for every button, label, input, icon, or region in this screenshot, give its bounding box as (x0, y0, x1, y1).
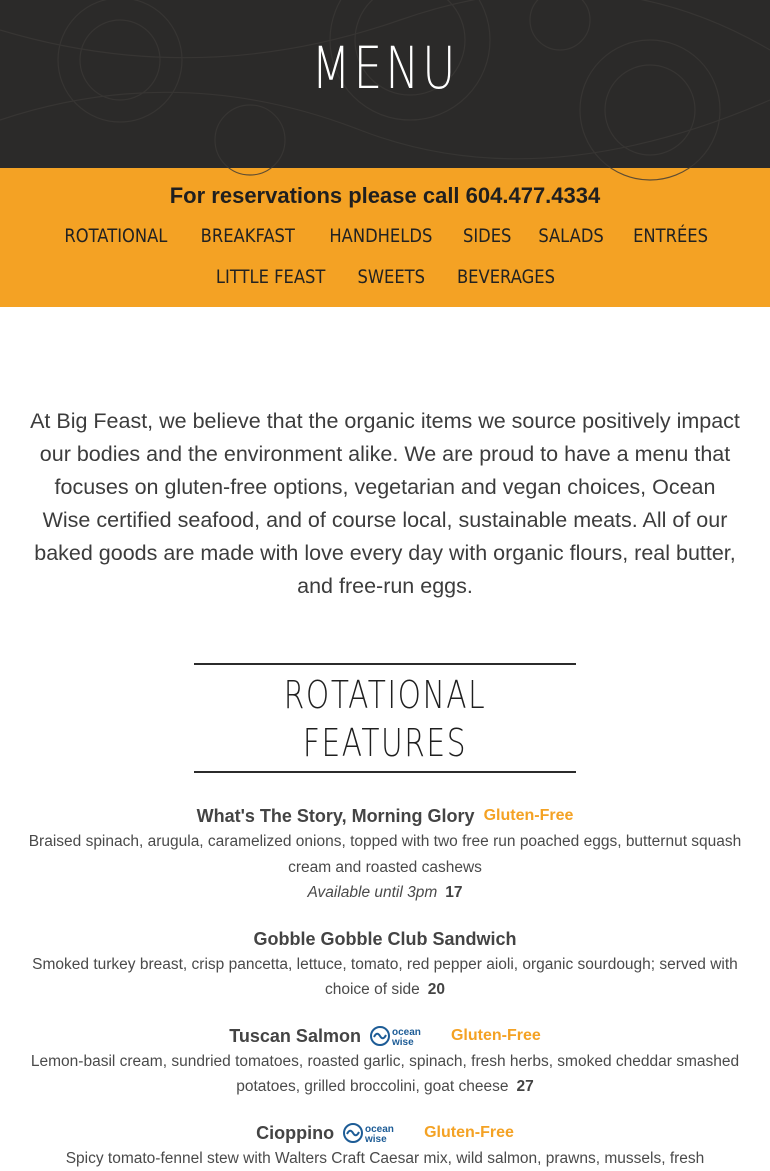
hero-banner (0, 0, 770, 168)
menu-item-name: Gobble Gobble Club Sandwich (253, 926, 516, 952)
section-heading-text: ROTATIONAL FEATURES (236, 671, 534, 767)
menu-item-description: Lemon-basil cream, sundried tomatoes, roasted garlic, spinach, fresh herbs, smoked cheddar smashed potatoes, grilled broccolini, goat cheese (31, 1053, 739, 1096)
gluten-free-tag: Gluten-Free (484, 803, 574, 829)
reservations-phone[interactable]: For reservations please call 604.477.4334 (0, 168, 770, 210)
page-title: MENU (85, 34, 686, 102)
intro-paragraph: At Big Feast, we believe that the organic items we source positively impact our bodies and the environment alike. We are proud to have a menu that focuses on gluten-free options, vegetarian and vegan choices, Ocean Wise certified seafood, and of course local, sustainable meats. All of our baked goods are made with love every day with organic flours, real butter, and free-run eggs. (28, 405, 742, 603)
ocean-wise-logo-icon (343, 1122, 415, 1144)
menu-item-name: What's The Story, Morning Glory (197, 803, 475, 829)
menu-item-description: Smoked turkey breast, crisp pancetta, lettuce, tomato, red pepper aioli, organic sourdough; served with choice of side (32, 956, 738, 999)
menu-item-header (0, 926, 770, 952)
nav-breakfast[interactable]: BREAKFAST (193, 220, 303, 252)
section-heading-wrap (0, 663, 770, 773)
menu-item-price: 17 (445, 884, 462, 901)
menu-item (0, 1120, 770, 1171)
menu-item-description: Braised spinach, arugula, caramelized onions, topped with two free run poached eggs, butternut squash cream and roasted cashews (0, 829, 770, 880)
section-heading (194, 663, 576, 773)
svg-text:wise: wise (364, 1134, 387, 1145)
menu-items-list (0, 803, 770, 1171)
svg-text:ocean: ocean (392, 1027, 421, 1038)
menu-item-note-row (0, 880, 770, 906)
menu-item (0, 1023, 770, 1100)
nav-handhelds[interactable]: HANDHELDS (322, 220, 440, 252)
nav-beverages[interactable]: BEVERAGES (449, 261, 562, 293)
nav-little-feast[interactable]: LITTLE FEAST (208, 261, 333, 293)
menu-item-price: 20 (428, 981, 445, 998)
menu-item-price: 27 (517, 1078, 534, 1095)
ocean-wise-logo-icon (370, 1025, 442, 1047)
nav-rotational[interactable]: ROTATIONAL (56, 220, 174, 252)
menu-item-name: Tuscan Salmon (229, 1023, 361, 1049)
menu-item-description-row (0, 1049, 770, 1100)
menu-item (0, 926, 770, 1003)
menu-item-header (0, 803, 770, 829)
nav-sweets[interactable]: SWEETS (350, 261, 433, 293)
menu-item (0, 803, 770, 906)
menu-item-description: Spicy tomato-fennel stew with Walters Craft Caesar mix, wild salmon, prawns, mussels, fresh (0, 1146, 770, 1171)
svg-text:ocean: ocean (365, 1124, 394, 1135)
nav-salads[interactable]: SALADS (531, 220, 612, 252)
menu-item-header (0, 1120, 770, 1146)
reservation-nav-bar (0, 168, 770, 307)
nav-entrees[interactable]: ENTRÉES (626, 220, 716, 252)
menu-item-header (0, 1023, 770, 1049)
gluten-free-tag: Gluten-Free (424, 1120, 514, 1146)
menu-item-note: Available until 3pm (307, 884, 437, 901)
menu-nav-row-2 (0, 261, 770, 293)
gluten-free-tag: Gluten-Free (451, 1023, 541, 1049)
menu-item-description-row (0, 952, 770, 1003)
menu-nav-row-1 (0, 220, 770, 252)
nav-sides[interactable]: SIDES (455, 220, 519, 252)
menu-item-name: Cioppino (256, 1120, 334, 1146)
svg-text:wise: wise (391, 1037, 414, 1048)
